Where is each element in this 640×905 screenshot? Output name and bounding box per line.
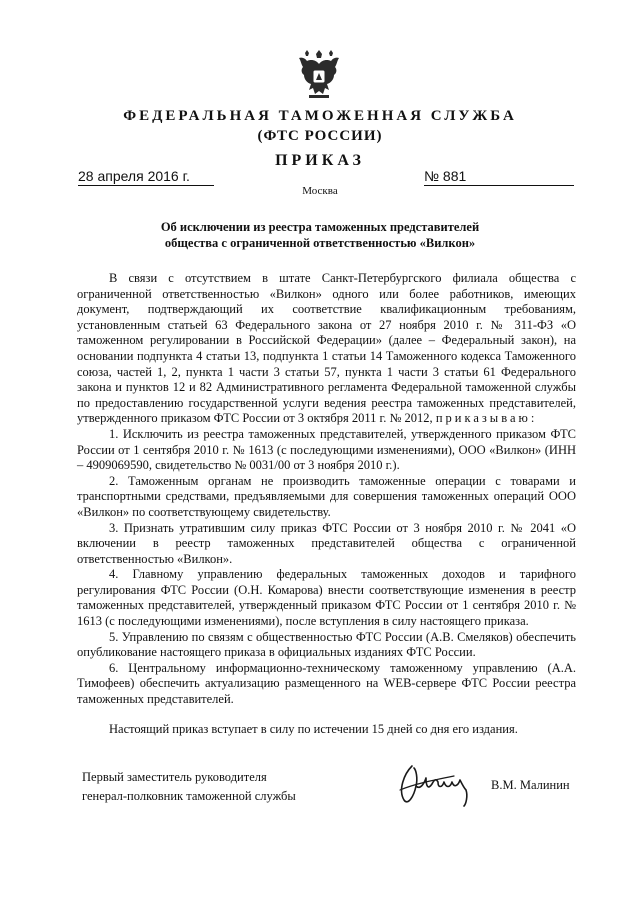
order-body [77, 271, 576, 737]
signatory-name: В.М. Малинин [491, 778, 570, 792]
heading-line: Об исключении из реестра таможенных представителей [160, 220, 480, 234]
order-date: 28 апреля 2016 г. [78, 168, 214, 186]
closing-paragraph: Настоящий приказ вступает в силу по истечении 15 дней со дня его издания. [109, 721, 518, 736]
order-word: приказываю: [435, 411, 538, 426]
double-headed-eagle-emblem-icon [296, 50, 342, 100]
order-item: 2. Таможенным органам не производить таможенные операции с товарами и транспортными средствами, предъявляемыми для совершения таможенных операций ООО «Вилкон» по соответствующему свидетельству. [77, 473, 576, 519]
issue-city: Москва [302, 185, 338, 197]
document-type-title: ПРИКАЗ [275, 152, 365, 169]
order-item: 5. Управлению по связям с общественностью ФТС России (А.В. Смеляков) обеспечить опубликование настоящего приказа в официальных изданиях ФТС России. [77, 629, 576, 660]
signatory-position-line: Первый заместитель руководителя [82, 770, 267, 784]
order-item: 1. Исключить из реестра таможенных представителей, утвержденного приказом ФТС России от 1 сентября 2010 г. № 1613 (с последующими изменениями), ООО «Вилкон» (ИНН – 4909069590, свидетельство № 0031/00 от 3 ноября 2010 г.). [77, 426, 576, 473]
order-heading [0, 219, 640, 251]
agency-name: ФЕДЕРАЛЬНАЯ ТАМОЖЕННАЯ СЛУЖБА [123, 108, 517, 124]
preamble-paragraph [77, 271, 576, 427]
order-item: 4. Главному управлению федеральных таможенных доходов и тарифного регулирования ФТС России (О.Н. Комарова) внести соответствующие изменения в реестр таможенных представителей, утвержденный приказом ФТС России от 1 сентября 2010 г. № 1613 (с последующими изменениями), после вступления в силу настоящего приказа. [77, 567, 576, 629]
order-number: № 881 [424, 168, 574, 186]
signatory-position-line: генерал-полковник таможенной службы [82, 789, 296, 803]
heading-line: общества с ограниченной ответственностью «Вилкон» [164, 236, 476, 250]
preamble-text: В связи с отсутствием в штате Санкт-Петербургского филиала общества с ограниченной ответственностью «Вилкон» одного или более работников, имеющих документ, подтверждающий их соответствие квалификационным требованиям, установленным статьей 63 Федерального закона от 27 ноября 2010 г. № 311-ФЗ «О таможенном регулировании в Российской Федерации» (далее – Федеральный закон), на основании подпункта 4 статьи 13, подпункта 1 статьи 14 Таможенного кодекса Таможенного союза, частей 1, 2, пункта 1 части 3 статьи 57, пункта 1 части 3 статьи 61 Федерального закона и пунктов 12 и 82 Административного регламента Федеральной таможенной службы по предоставлению государственной услуги ведения реестра таможенных представителей, утвержденного приказом ФТС России от 3 октября 2011 г. № 2012, [77, 271, 576, 426]
agency-short-name: (ФТС РОССИИ) [257, 128, 383, 144]
order-item: 6. Центральному информационно-техническому таможенному управлению (А.А. Тимофеев) обеспечить актуализацию размещенного на WEB-сервере ФТС России реестра таможенных представителей. [77, 660, 576, 707]
order-item: 3. Признать утратившим силу приказ ФТС России от 3 ноября 2010 г. № 2041 «О включении в реестр таможенных представителей общества с ограниченной ответственностью «Вилкон». [77, 520, 576, 566]
signatory-position [82, 768, 296, 806]
handwritten-signature-icon [394, 760, 484, 808]
